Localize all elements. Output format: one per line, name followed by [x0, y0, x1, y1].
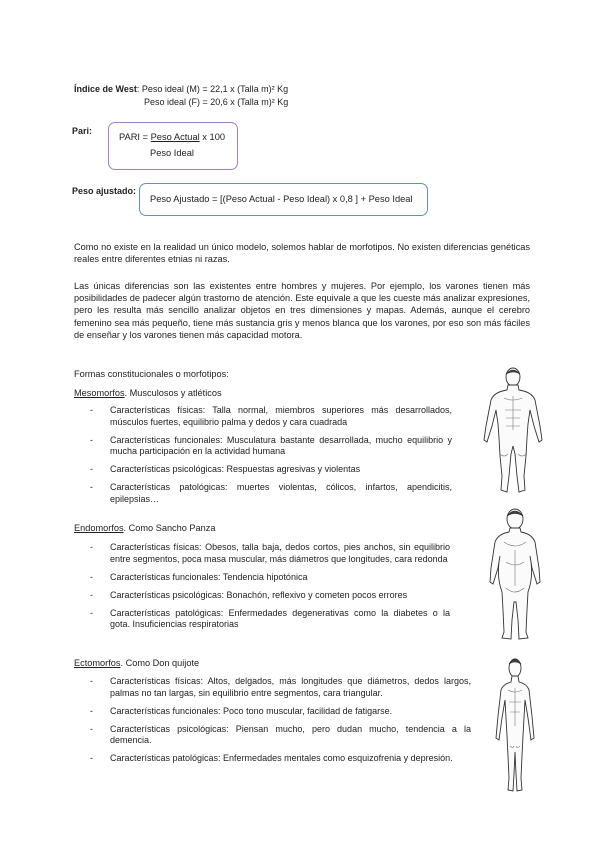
pari-formula-box: [108, 122, 238, 170]
section-heading-endomorfos: [74, 522, 215, 534]
peso-ajustado-formula: Peso Ajustado = [(Peso Actual - Peso Ideal) x 0,8 ] + Peso Ideal: [150, 194, 413, 204]
pari-prefix: PARI =: [119, 132, 151, 142]
list-item: - Características psicológicas: Piensan mucho, pero dudan mucho, tendencia a la demencia.: [74, 724, 471, 747]
list-mesomorfos: [74, 405, 452, 512]
west-index-label: Índice de West: [74, 84, 137, 94]
pari-multiplier: x 100: [199, 132, 226, 142]
paragraph-diferencias: Las únicas diferencias son las existentes entre hombres y mujeres. Por ejemplo, los varones tienen más posibilidades de padecer algún trastorno de atención. Este equivale a que les cueste más analizar expresiones, pero les resulta más sencillo analizar objetos en tres dimensiones y mapas. Además, aunque el cerebro femenino sea más pequeño, tiene más sustancia gris y menos blanca que los varones, por eso son más fáciles de enseñar y los varones tienen más capacidad motora.: [74, 281, 530, 340]
list-endomorfos: [74, 542, 450, 637]
section-desc: . Como Don quijote: [120, 658, 200, 668]
formas-title: Formas constitucionales o morfotipos:: [74, 369, 229, 379]
pari-denominator: Peso Ideal: [150, 148, 194, 158]
west-formula-female: Peso ideal (F) = 20,6 x (Talla m)² Kg: [144, 97, 289, 107]
list-item: - Características patológicas: Enfermedades degenerativas como la diabetes o la gota. Insuficiencias respiratorias: [74, 608, 450, 631]
ectomorph-figure-icon: [482, 656, 548, 796]
section-heading-ectomorfos: [74, 657, 199, 669]
pari-label: Pari:: [72, 126, 93, 136]
section-desc: . Musculosos y atléticos: [124, 388, 222, 398]
west-formula-male: : Peso ideal (M) = 22,1 x (Talla m)² Kg: [136, 84, 289, 94]
mesomorph-figure-icon: [476, 366, 550, 498]
list-item: - Características psicológicas: Bonachón, reflexivo y cometen pocos errores: [74, 590, 450, 602]
endomorph-figure-icon: [480, 506, 550, 644]
list-item: - Características patológicas: muertes violentas, cólicos, infartos, apendicitis, epilepsias…: [74, 482, 452, 505]
list-item: - Características físicas: Altos, delgados, más longitudes que diámetros, dedos largos, palmas no tan largas, sin equilibrio entre segmentos, cara triangular.: [74, 676, 471, 699]
paragraph-morfotipos: Como no existe en la realidad un único modelo, solemos hablar de morfotipos. No existen diferencias genéticas reales entre diferentes etnias ni razas.: [74, 242, 530, 265]
west-index-line-1: [74, 83, 288, 95]
peso-ajustado-label: Peso ajustado:: [72, 186, 137, 196]
peso-ajustado-formula-box: [139, 183, 428, 216]
list-item: - Características funcionales: Tendencia hipotónica: [74, 572, 450, 584]
section-desc: . Como Sancho Panza: [123, 523, 216, 533]
section-name: Ectomorfos: [74, 658, 121, 668]
section-heading-mesomorfos: [74, 387, 222, 399]
list-item: - Características físicas: Talla normal, miembros superiores más desarrollados, músculos fuertes, equilibrio palma y dedos y cara cuadrada: [74, 405, 452, 428]
list-item: - Características físicas: Obesos, talla baja, dedos cortos, pies anchos, sin equilibrio entre segmentos, poca masa muscular, más diámetros que longitudes, cara redonda: [74, 542, 450, 565]
list-ectomorfos: [74, 676, 471, 771]
list-item: - Características funcionales: Musculatura bastante desarrollada, mucho equilibrio y mucha participación en la actividad humana: [74, 435, 452, 458]
pari-numerator: Peso Actual: [150, 132, 200, 142]
section-name: Mesomorfos: [74, 388, 125, 398]
section-name: Endomorfos: [74, 523, 124, 533]
pari-formula-top: [119, 132, 225, 142]
list-item: - Características funcionales: Poco tono muscular, facilidad de fatigarse.: [74, 706, 471, 718]
list-item: - Características patológicas: Enfermedades mentales como esquizofrenia y depresión.: [74, 753, 471, 765]
list-item: - Características psicológicas: Respuestas agresivas y violentas: [74, 464, 452, 476]
